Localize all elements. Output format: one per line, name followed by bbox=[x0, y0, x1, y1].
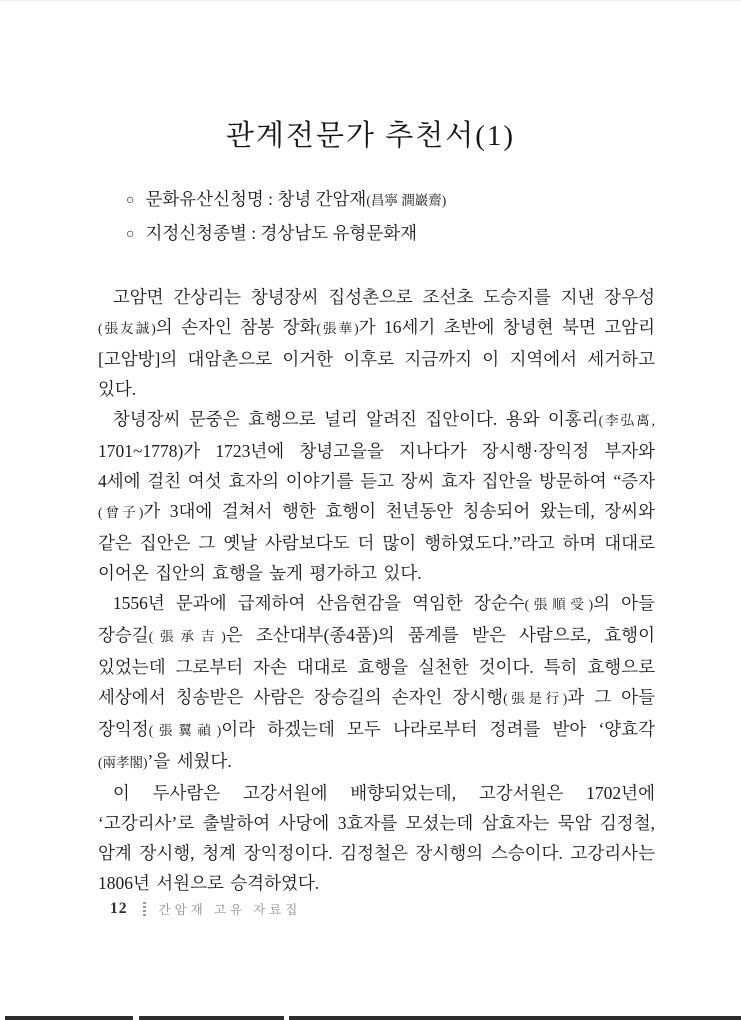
page-number: 12 bbox=[110, 900, 128, 917]
paragraph-gogang-seowon: 이 두사람은 고강서원에 배향되었는데, 고강서원은 1702년에 ‘고강리사’로 출발하여 사당에 3효자를 모셨는데 삼효자는 묵암 김정철, 암계 장시행, 청계 장익정이다. 김정철은 장시행의 스승이다. 고강리사는 1806년 서원으로 승격하였다. bbox=[98, 783, 655, 893]
bullet-item-designation-type bbox=[126, 217, 653, 251]
book-title: 간암재 고유 자료집 bbox=[158, 903, 302, 917]
vertical-dots-separator-icon bbox=[143, 902, 146, 917]
paragraph-jang-seunggil-lineage: 1556년 문과에 급제하여 산음현감을 역임한 장순수(張順受)의 아들 장승길(張承吉)은 조산대부(종4품)의 품계를 받은 사람으로, 효행이 있었는데 그로부터 자손 대대로 효행을 실천한 것이다. 특히 효행으로 세상에서 칭송받은 사람은 장승길의 손자인 장시행(張是行)과 그 아들 장익정(張翼禎)이라 하겠는데 모두 나라로부터 정려를 받아 ‘양효각(兩孝閣)’을 세웠다. bbox=[98, 593, 655, 771]
bullet-text-designation-type: 지정신청종별 : 경상남도 유형문화재 bbox=[145, 223, 418, 243]
paragraph-family-settlement: 고암면 간상리는 창녕장씨 집성촌으로 조선초 도승지를 지낸 장우성(張友誠)의 손자인 참봉 장화(張華)가 16세기 초반에 창녕현 북면 고암리[고암방]의 대암촌으로 이거한 이후로 지금까지 이 지역에서 세거하고 있다. bbox=[98, 287, 655, 399]
bullet-text-heritage-name: 문화유산신청명 : 창녕 간암재(昌寧 澗巖齋) bbox=[145, 189, 447, 209]
scan-edge-artifact bbox=[0, 1016, 741, 1020]
page-title: 관계전문가 추천서(1) bbox=[225, 120, 516, 152]
paragraph-filial-piety-reputation: 창녕장씨 문중은 효행으로 널리 알려진 집안이다. 용와 이홍리(李弘离, 1701~1778)가 1723년에 창녕고을을 지나다가 장시행·장익정 부자와 4세에 걸친 여섯 효자의 이야기를 듣고 장씨 효자 집안을 방문하여 “증자(曾子)가 3대에 걸쳐서 행한 효행이 천년동안 칭송되어 왔는데, 장씨와 같은 집안은 그 옛날 사람보다도 더 많이 행하였도다.”라고 하며 대대로 이어온 집안의 효행을 높게 평가하고 있다. bbox=[98, 409, 656, 583]
circle-bullet-icon: ○ bbox=[126, 227, 135, 242]
document-body bbox=[98, 282, 655, 898]
bullet-list bbox=[126, 183, 653, 251]
circle-bullet-icon: ○ bbox=[126, 193, 135, 208]
page-footer bbox=[110, 898, 301, 920]
bullet-item-heritage-name bbox=[126, 183, 653, 217]
